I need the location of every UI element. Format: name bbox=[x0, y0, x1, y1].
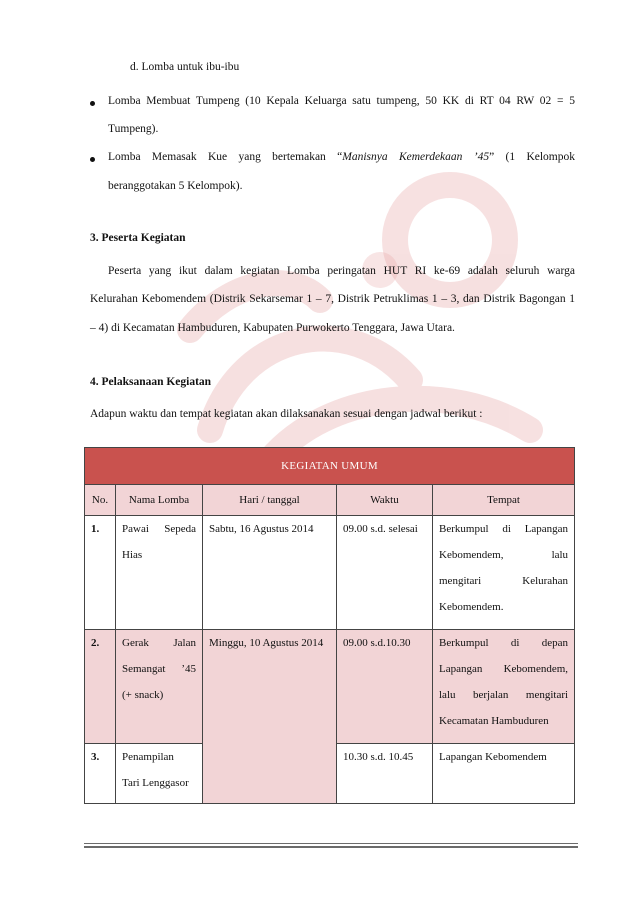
cell-line: Semangat ’45 bbox=[122, 663, 196, 675]
row-number: 2. bbox=[85, 630, 116, 744]
section-3-line-1: Peserta yang ikut dalam kegiatan Lomba peringatan HUT RI ke-69 adalah seluruh warga bbox=[108, 265, 575, 277]
hari-tanggal-cell: Minggu, 10 Agustus 2014 bbox=[203, 630, 337, 804]
cell-line: Tari Lenggasor bbox=[122, 777, 189, 789]
table-title: KEGIATAN UMUM bbox=[85, 448, 575, 485]
waktu-cell: 10.30 s.d. 10.45 bbox=[337, 744, 433, 804]
section-3-line-3: – 4) di Kecamatan Hambuduren, Kabupaten Purwokerto Tenggara, Jawa Utara. bbox=[90, 322, 455, 334]
tempat-cell bbox=[433, 630, 575, 744]
cell-line: Kecamatan Hambuduren bbox=[439, 715, 549, 727]
footer-rule bbox=[84, 843, 578, 844]
section-3-line-2: Kelurahan Kebomendem (Distrik Sekarsemar 1 – 7, Distrik Petruklimas 1 – 3, dan Distrik Bagongan 1 bbox=[90, 293, 575, 305]
cell-line: Penampilan bbox=[122, 751, 174, 763]
tempat-cell bbox=[433, 516, 575, 630]
row-number: 1. bbox=[85, 516, 116, 630]
section-4-heading: 4. Pelaksanaan Kegiatan bbox=[90, 376, 212, 388]
nama-lomba-cell bbox=[116, 744, 203, 804]
list-item-d: d. Lomba untuk ibu-ibu bbox=[130, 61, 240, 73]
bullet-2-line-2: beranggotakan 5 Kelompok). bbox=[108, 180, 243, 192]
bullet-dot bbox=[90, 101, 95, 106]
waktu-cell: 09.00 s.d. selesai bbox=[337, 516, 433, 630]
column-header-no: No. bbox=[85, 485, 116, 516]
bullet-1-line-2: Tumpeng). bbox=[108, 123, 159, 135]
cell-line: Kebomendem, lalu bbox=[439, 549, 569, 561]
hari-tanggal-cell: Sabtu, 16 Agustus 2014 bbox=[203, 516, 337, 630]
tempat-cell: Lapangan Kebomendem bbox=[433, 744, 575, 804]
cell-line: Berkumpul di Lapangan bbox=[439, 523, 569, 535]
cell-line: (+ snack) bbox=[122, 689, 164, 701]
row-number: 3. bbox=[85, 744, 116, 804]
section-3-heading: 3. Peserta Kegiatan bbox=[90, 232, 186, 244]
column-header-waktu: Waktu bbox=[337, 485, 433, 516]
bullet-2-line-1: Lomba Memasak Kue yang bertemakan “Manisnya Kemerdekaan ’45” (1 Kelompok bbox=[108, 151, 575, 163]
bullet-1-line-1: Lomba Membuat Tumpeng (10 Kepala Keluarga satu tumpeng, 50 KK di RT 04 RW 02 = 5 bbox=[108, 95, 575, 107]
column-header-nama-lomba: Nama Lomba bbox=[116, 485, 203, 516]
schedule-table bbox=[84, 447, 575, 804]
column-header-hari-tanggal: Hari / tanggal bbox=[203, 485, 337, 516]
waktu-cell: 09.00 s.d.10.30 bbox=[337, 630, 433, 744]
table-row bbox=[85, 630, 575, 744]
cell-line: Lapangan Kebomendem, bbox=[439, 663, 569, 675]
nama-lomba-cell bbox=[116, 516, 203, 630]
nama-lomba-cell bbox=[116, 630, 203, 744]
cell-line: mengitari Kelurahan bbox=[439, 575, 569, 587]
cell-line: Berkumpul di depan bbox=[439, 637, 569, 649]
cell-line: lalu berjalan mengitari bbox=[439, 689, 569, 701]
bullet-dot bbox=[90, 157, 95, 162]
footer-rule bbox=[84, 846, 578, 848]
cell-line: Gerak Jalan bbox=[122, 637, 196, 649]
column-header-tempat: Tempat bbox=[433, 485, 575, 516]
cell-line: Hias bbox=[122, 549, 143, 561]
section-4-intro: Adapun waktu dan tempat kegiatan akan dilaksanakan sesuai dengan jadwal berikut : bbox=[90, 408, 483, 420]
cell-line: Kebomendem. bbox=[439, 601, 504, 613]
table-row bbox=[85, 516, 575, 630]
cell-line: Pawai Sepeda bbox=[122, 523, 196, 535]
